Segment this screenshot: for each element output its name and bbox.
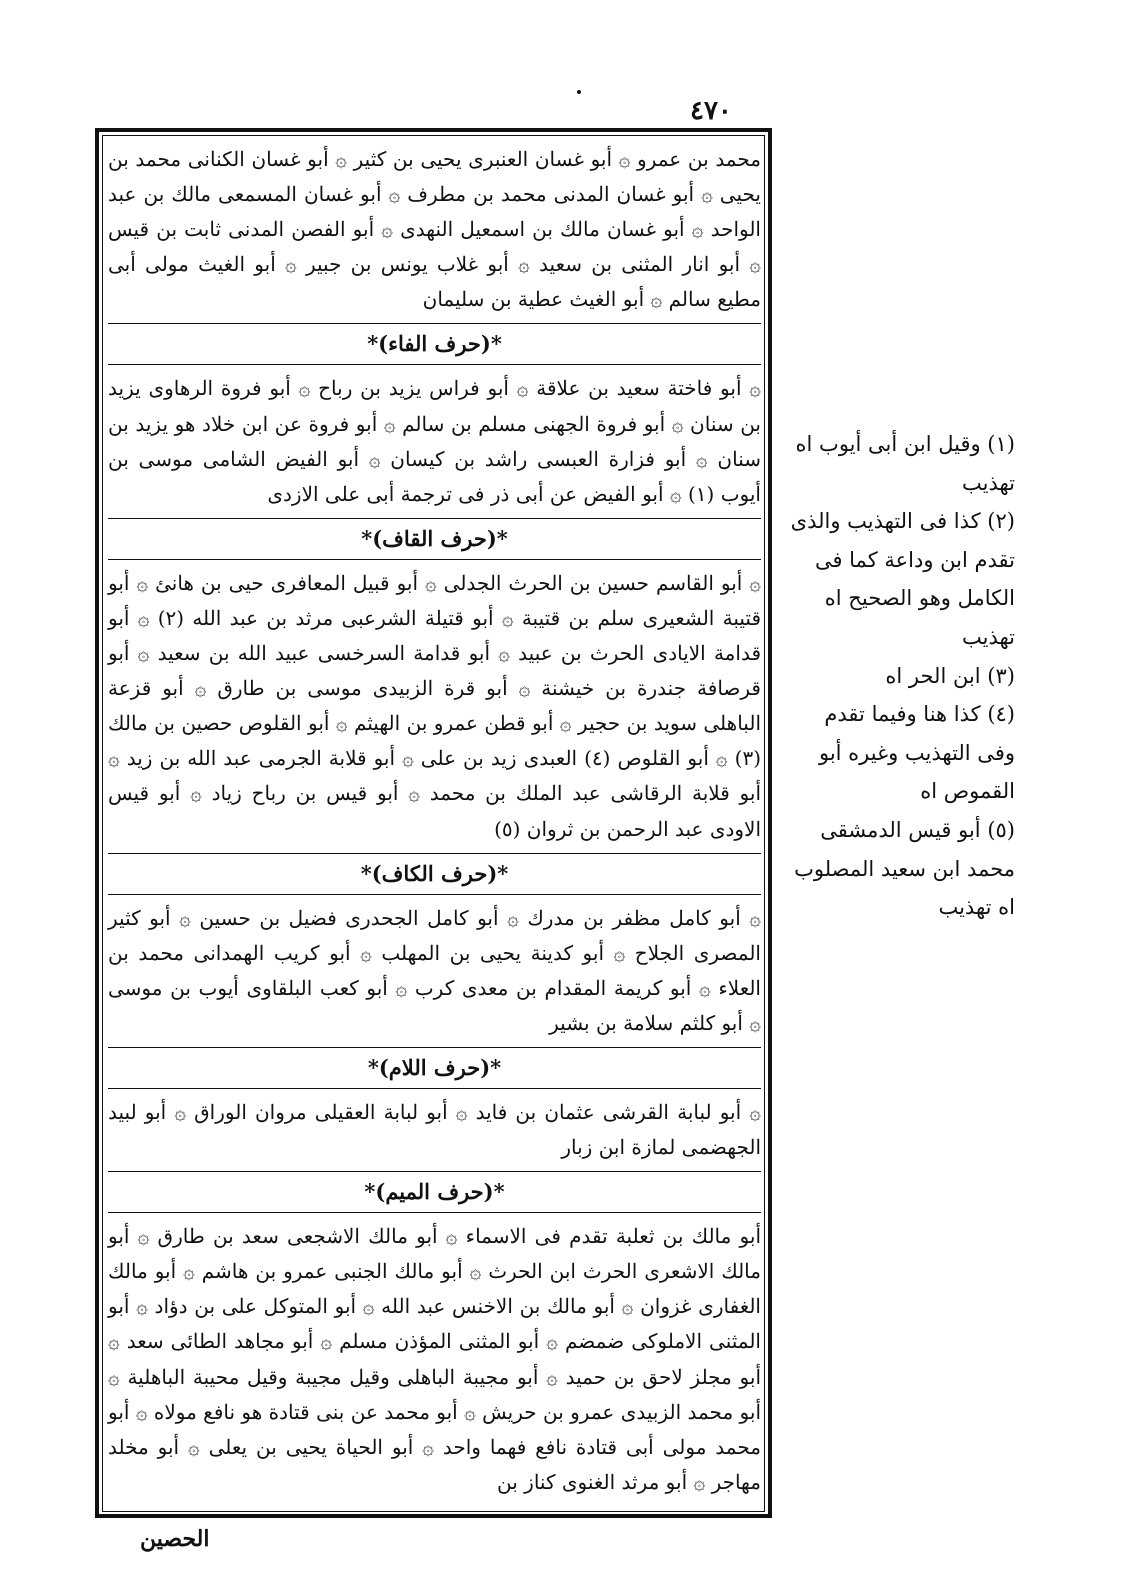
section-qaf-text: ۞ أبو القاسم حسين بن الحرث الجدلى ۞ أبو قبيل المعافرى حيى بن هانئ ۞ أبو قتيبة الشعيرى سلم بن قتيبة ۞ أبو قتيلة الشرعبى مرثد بن عبد الله (٢) ۞ أبو قدامة الايادى الحرث بن عبيد ۞ أبو قدامة السرخسى عبيد الله بن سعيد ۞ أبو قرصافة جندرة بن خيشنة ۞ أبو قرة الزبيدى موسى بن طارق ۞ أبو قزعة الباهلى سويد بن حجير ۞ أبو قطن عمرو بن الهيثم ۞ أبو القلوص حصين بن مالك (٣) ۞ أبو القلوص (٤) العبدى زيد بن على ۞ أبو قلابة الجرمى عبد الله بن زيد ۞ أبو قلابة الرقاشى عبد الملك بن محمد ۞ أبو قيس بن رباح زياد ۞ أبو قيس الاودى عبد الرحمن بن ثروان (٥) <box>108 570 761 841</box>
footnote-3: (٣) ابن الحر اه <box>885 663 1015 688</box>
catchword: الحصين <box>140 1526 210 1552</box>
ink-speck <box>577 90 581 94</box>
section-kaf-text: ۞ أبو كامل مظفر بن مدرك ۞ أبو كامل الجحدرى فضيل بن حسين ۞ أبو كثير المصرى الجلاح ۞ أبو كدينة يحيى بن المهلب ۞ أبو كريب الهمدانى محمد بن العلاء ۞ أبو كريمة المقدام بن معدى كرب ۞ أبو كعب البلقاوى أيوب بن موسى ۞ أبو كلثم سلامة بن بشير <box>108 905 761 1035</box>
footnote-2: (٢) كذا فى التهذيب والذى تقدم ابن وداعة كما فى الكامل وهو الصحيح اه تهذيب <box>790 509 1015 649</box>
section-divider <box>108 1212 761 1213</box>
footnote-5: (٥) أبو قيس الدمشقى محمد ابن سعيد المصلوب اه تهذيب <box>794 817 1015 920</box>
section-faa-text: ۞ أبو فاختة سعيد بن علاقة ۞ أبو فراس يزيد بن رباح ۞ أبو فروة الرهاوى يزيد بن سنان ۞ أبو فروة الجهنى مسلم بن سالم ۞ أبو فروة عن ابن خلاد هو يزيد بن سنان ۞ أبو فزارة العبسى راشد بن كيسان ۞ أبو الفيض الشامى موسى بن أيوب (١) ۞ أبو الفيض عن أبى ذر فى ترجمة أبى على الازدى <box>108 376 761 506</box>
main-text-column <box>108 142 761 1500</box>
section-mim-text: أبو مالك بن ثعلبة تقدم فى الاسماء ۞ أبو مالك الاشجعى سعد بن طارق ۞ أبو مالك الاشعرى الحرث ابن الحرث ۞ أبو مالك الجنبى عمرو بن هاشم ۞ أبو مالك الغفارى غزوان ۞ أبو مالك بن الاخنس عبد الله ۞ أبو المتوكل على بن دؤاد ۞ أبو المثنى الاملوكى ضمضم ۞ أبو المثنى المؤذن مسلم ۞ أبو مجاهد الطائى سعد ۞ أبو مجلز لاحق بن حميد ۞ أبو مجيبة الباهلى وقيل مجيبة وقيل محيبة الباهلية ۞ أبو محمد الزبيدى عمرو بن حريش ۞ أبو محمد عن بنى قتادة هو نافع مولاه ۞ أبو محمد مولى أبى قتادة نافع فهما واحد ۞ أبو الحياة يحيى بن يعلى ۞ أبو مخلد مهاجر ۞ أبو مرثد الغنوى كناز بن <box>108 1224 761 1494</box>
heading-kaf: *(حرف الكاف)* <box>360 860 509 886</box>
section-divider <box>108 323 761 324</box>
section-divider <box>108 559 761 560</box>
heading-faa: *(حرف الفاء)* <box>367 331 502 357</box>
section-divider <box>108 1047 761 1048</box>
footnote-4: (٤) كذا هنا وفيما تقدم وفى التهذيب وغيره أبو القموص اه <box>818 702 1015 804</box>
section-ghain-continuation: محمد بن عمرو ۞ أبو غسان العنبرى يحيى بن كثير ۞ أبو غسان الكنانى محمد بن يحيى ۞ أبو غسان المدنى محمد بن مطرف ۞ أبو غسان المسمعى مالك بن عبد الواحد ۞ أبو غسان مالك بن اسمعيل النهدى ۞ أبو الفصن المدنى ثابت بن قيس ۞ أبو انار المثنى بن سعيد ۞ أبو غلاب يونس بن جبير ۞ أبو الغيث مولى أبى مطيع سالم ۞ أبو الغيث عطية بن سليمان <box>108 147 761 312</box>
section-lam-text: ۞ أبو لبابة القرشى عثمان بن فايد ۞ أبو لبابة العقيلى مروان الوراق ۞ أبو لبيد الجهضمى لمازة ابن زبار <box>108 1099 761 1160</box>
section-divider <box>108 518 761 519</box>
section-divider <box>108 894 761 895</box>
footnote-1: (١) وقيل ابن أبى أيوب اه تهذيب <box>795 432 1015 495</box>
heading-qaf: *(حرف القاف)* <box>361 525 508 551</box>
section-divider <box>108 364 761 365</box>
page-number: ٤٧٠ <box>690 96 732 126</box>
section-divider <box>108 1088 761 1089</box>
section-divider <box>108 853 761 854</box>
heading-mim: *(حرف الميم)* <box>364 1179 505 1205</box>
section-divider <box>108 1171 761 1172</box>
heading-lam: *(حرف اللام)* <box>367 1054 502 1080</box>
margin-footnotes <box>783 425 1015 927</box>
